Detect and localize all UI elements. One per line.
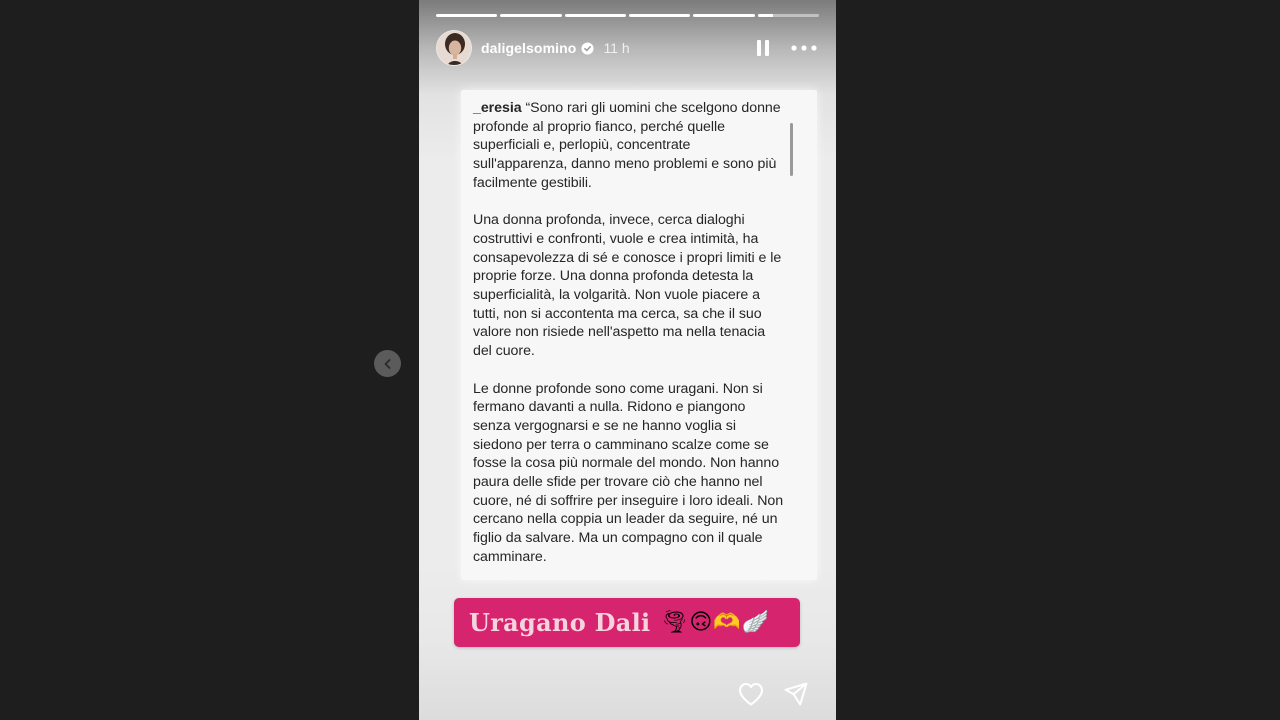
like-button[interactable]	[737, 681, 765, 707]
previous-story-button[interactable]	[374, 350, 401, 377]
chevron-left-icon	[382, 358, 394, 370]
story-timestamp: 11 h	[603, 40, 630, 56]
progress-segment	[758, 14, 819, 17]
progress-segment	[629, 14, 690, 17]
sticker-text: Uragano Dali	[469, 608, 651, 637]
progress-segment-fill	[436, 14, 497, 17]
verified-badge-icon	[581, 42, 594, 55]
progress-segment	[565, 14, 626, 17]
progress-segment-fill	[500, 14, 561, 17]
screenshot-text-card	[461, 90, 817, 580]
progress-segment-fill	[693, 14, 754, 17]
quote-paragraph-1-text: “Sono rari gli uomini che scelgono donne profonde al proprio fianco, perché quelle superficiali e, perlopiù, concentrate sull'apparenza, danno meno problemi e sono più facilmente gestibili.	[473, 100, 781, 191]
card-scrollbar	[790, 123, 793, 176]
story-header	[436, 29, 819, 67]
quote-paragraph-2: Una donna profonda, invece, cerca dialoghi costruttivi e confronti, vuole e crea intimità, ha consapevolezza di sé e conosce i propri limiti e le proprie forze. Una donna profonda detesta la superficialità, la volgarità. Non vuole piacere a tutti, non si accontenta ma cerca, sa che il suo valore non risiede nell'aspetto ma nella tenacia del cuore.	[473, 212, 782, 360]
send-icon	[783, 681, 809, 707]
progress-segment-fill	[565, 14, 626, 17]
more-options-button[interactable]	[789, 36, 819, 60]
text-sticker	[454, 598, 800, 647]
avatar-portrait	[437, 31, 472, 66]
pause-button[interactable]	[751, 36, 775, 60]
story-viewer[interactable]	[419, 0, 836, 720]
quote-paragraph-1	[473, 99, 785, 193]
share-button[interactable]	[783, 681, 809, 707]
story-progress-bar	[436, 14, 819, 17]
sticker-emojis: 🌪🙃🫶🪽	[660, 610, 771, 635]
quote-text	[473, 99, 785, 567]
progress-segment	[693, 14, 754, 17]
progress-segment	[436, 14, 497, 17]
avatar[interactable]	[436, 30, 472, 66]
story-username[interactable]: daligelsomino	[481, 40, 577, 56]
more-horizontal-icon	[791, 45, 817, 51]
quote-paragraph-3: Le donne profonde sono come uragani. Non si fermano davanti a nulla. Ridono e piangono senza vergognarsi e se ne hanno voglia si siedono per terra o camminano scalze come se fosse la cosa più normale del mondo. Non hanno paura delle sfide per trovare ciò che hanno nel cuore, né di soffrire per inseguire i loro ideali. Non cercano nella coppia un leader da seguire, né un figlio da salvare. Ma un compagno con il quale camminare.	[473, 380, 784, 565]
progress-segment-fill	[758, 14, 773, 17]
heart-icon	[737, 681, 765, 707]
quote-author-handle: _eresia	[473, 100, 522, 116]
pause-icon	[756, 39, 770, 57]
progress-segment	[500, 14, 561, 17]
progress-segment-fill	[629, 14, 690, 17]
